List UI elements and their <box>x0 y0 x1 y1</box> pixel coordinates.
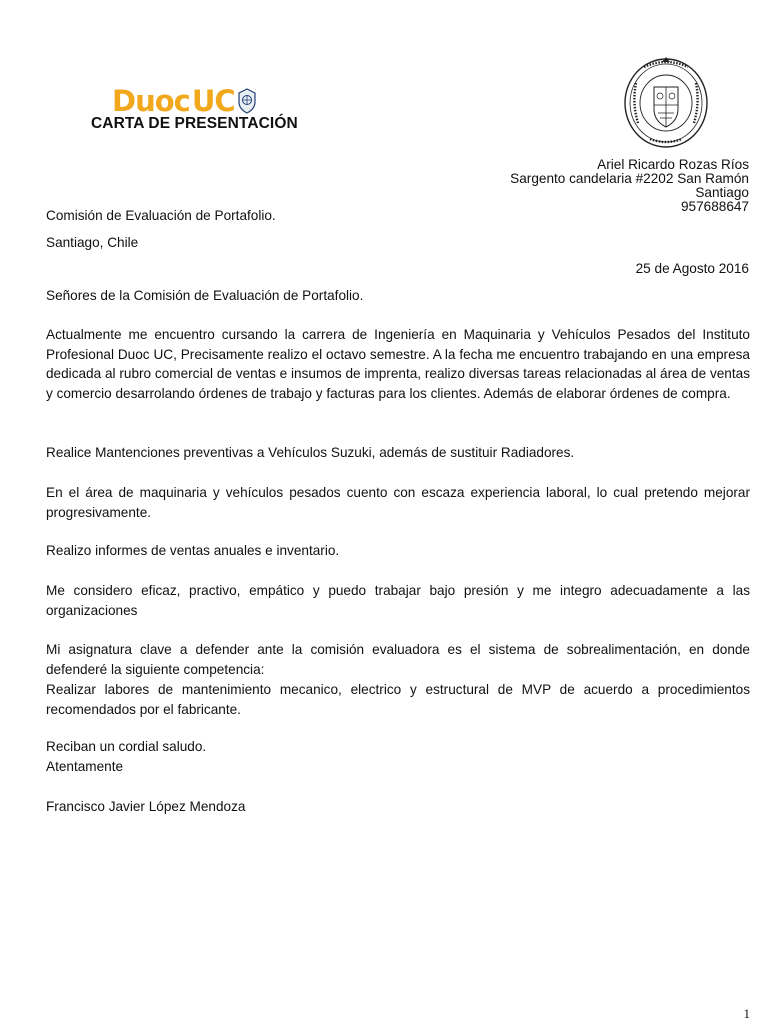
university-seal-icon <box>622 53 710 149</box>
document-title: CARTA DE PRESENTACIÓN <box>91 115 298 132</box>
paragraph-heavy-machinery: En el área de maquinaria y vehículos pesados cuento con escaza experiencia laboral, lo cual pretendo mejorar progresivamente. <box>46 485 750 520</box>
paragraph-reports: Realizo informes de ventas anuales e inventario. <box>46 543 340 558</box>
sender-city: Santiago <box>695 185 749 200</box>
signature-name: Francisco Javier López Mendoza <box>46 799 246 814</box>
letter-date: 25 de Agosto 2016 <box>635 261 749 276</box>
paragraph-experience: Actualmente me encuentro cursando la carrera de Ingeniería en Maquinaria y Vehículos Pesados del Instituto Profesional Duoc UC, Precisamente realizo el octavo semestre. A la fecha me encuentro trabajando en una empresa dedicada al rubro comercial de ventas e insumos de imprenta, realizo diversas tareas relacionadas al área de ventas y comercio desarrolando órdenes de trabajo y facturas para los clientes. Además de elaborar órdenes de compra. <box>46 327 750 401</box>
paragraph-competence: Realizar labores de mantenimiento mecanico, electrico y estructural de MVP de acuerdo a procedimientos recomendados por el fabricante. <box>46 682 750 717</box>
sender-address: Sargento candelaria #2202 San Ramón <box>510 171 749 186</box>
recipient-name: Comisión de Evaluación de Portafolio. <box>46 208 276 223</box>
paragraph-subject: Mi asignatura clave a defender ante la comisión evaluadora es el sistema de sobrealimentación, en donde defenderé la siguiente competencia: <box>46 642 750 677</box>
page-number: 1 <box>743 1006 750 1021</box>
uc-emblem-icon <box>237 88 257 114</box>
logo-text-uc: UC <box>191 84 235 118</box>
paragraph-maintenance: Realice Mantenciones preventivas a Vehículos Suzuki, además de sustituir Radiadores. <box>46 445 575 460</box>
closing-signoff: Atentamente <box>46 759 124 774</box>
closing-regards: Reciban un cordial saludo. <box>46 739 207 754</box>
duoc-uc-logo <box>112 84 257 118</box>
logo-text-duoc: Duoc <box>112 84 190 118</box>
salutation: Señores de la Comisión de Evaluación de Portafolio. <box>46 288 364 303</box>
paragraph-skills: Me considero eficaz, practivo, empático y puedo trabajar bajo presión y me integro adecuadamente a las organizaciones <box>46 583 750 618</box>
sender-phone: 957688647 <box>680 199 749 214</box>
sender-block <box>510 158 749 214</box>
sender-name: Ariel Ricardo Rozas Ríos <box>597 157 749 172</box>
recipient-location: Santiago, Chile <box>46 235 139 250</box>
